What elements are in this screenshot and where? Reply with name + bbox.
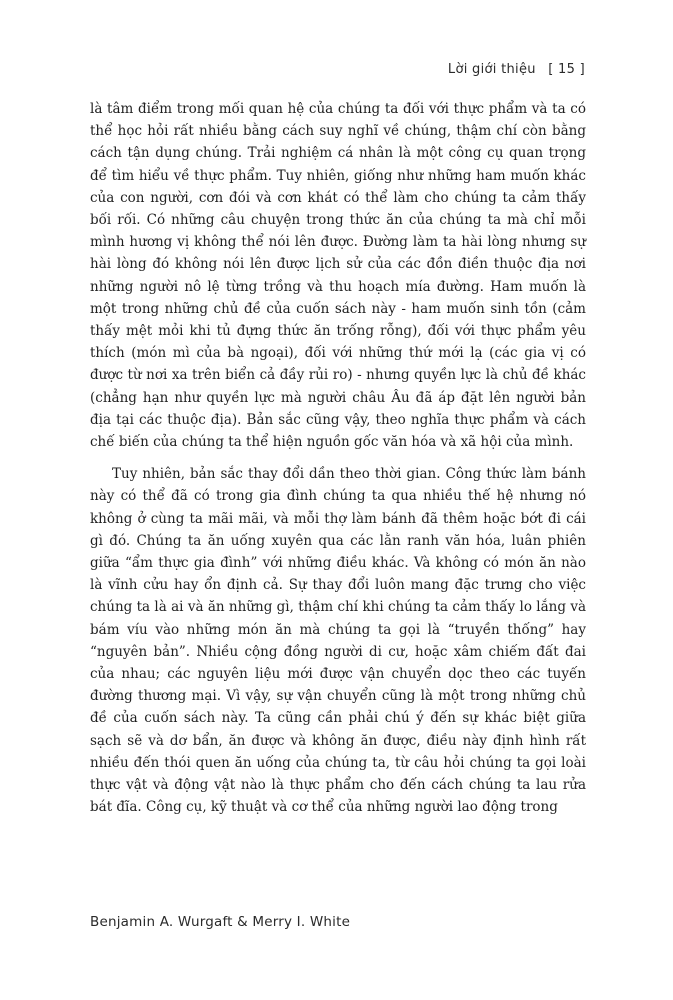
paragraph-continued: là tâm điểm trong mối quan hệ của chúng ta đối với thực phẩm và ta có thể học hỏi rất nhiều bằng cách suy nghĩ về chúng, thậm chí còn bằng cách tận dụng chúng. Trải nghiệm cá nhân là một công cụ quan trọng để tìm hiểu về thực phẩm. Tuy nhiên, giống như những ham muốn khác của con người, cơn đói và cơn khát có thể làm cho chúng ta cảm thấy bối rối. Có những câu chuyện trong thức ăn của chúng ta mà chỉ mỗi mình hương vị không thể nói lên được. Đường làm ta hài lòng nhưng sự hài lòng đó không nói lên được lịch sử của các đồn điền thuộc địa nơi những người nô lệ từng trồng và thu hoạch mía đường. Ham muốn là một trong những chủ đề của cuốn sách này - ham muốn sinh tồn (cảm thấy mệt mỏi khi tủ đựng thức ăn trống rỗng), đối với thực phẩm yêu thích (món mì của bà ngoại), đối với những thứ mới lạ (các gia vị có được từ nơi xa trên biển cả đầy rủi ro) - nhưng quyền lực là chủ đề khác (chẳng hạn như quyền lực mà người châu Âu đã áp đặt lên người bản địa tại các thuộc địa). Bản sắc cũng vậy, theo nghĩa thực phẩm và cách chế biến của chúng ta thể hiện nguồn gốc văn hóa và xã hội của mình. [90, 101, 586, 451]
running-header [448, 62, 585, 77]
body-text [90, 98, 586, 819]
running-footer-authors: Benjamin A. Wurgaft & Merry I. White [90, 914, 351, 930]
page-number: [ 15 ] [548, 62, 585, 77]
section-title: Lời giới thiệu [447, 62, 536, 77]
paragraph-identity: Tuy nhiên, bản sắc thay đổi dần theo thời gian. Công thức làm bánh này có thể đã có trong gia đình chúng ta qua nhiều thế hệ nhưng nó không ở cùng ta mãi mãi, và mỗi thợ làm bánh đã thêm hoặc bớt đi cái gì đó. Chúng ta ăn uống xuyên qua các lằn ranh văn hóa, luân phiên giữa “ẩm thực gia đình” với những điều khác. Và không có món ăn nào là vĩnh cửu hay ổn định cả. Sự thay đổi luôn mang đặc trưng cho việc chúng ta là ai và ăn những gì, thậm chí khi chúng ta cảm thấy lo lắng và bám víu vào những món ăn mà chúng ta gọi là “truyền thống” hay “nguyên bản”. Nhiều cộng đồng người di cư, hoặc xâm chiếm đất đai của nhau; các nguyên liệu mới được vận chuyển dọc theo các tuyến đường thương mại. Vì vậy, sự vận chuyển cũng là một trong những chủ đề của cuốn sách này. Ta cũng cần phải chú ý đến sự khác biệt giữa sạch sẽ và dơ bẩn, ăn được và không ăn được, điều này định hình rất nhiều đến thói quen ăn uống của chúng ta, từ câu hỏi chúng ta gọi loài thực vật và động vật nào là thực phẩm cho đến cách chúng ta lau rửa bát đĩa. Công cụ, kỹ thuật và cơ thể của những người lao động trong [90, 466, 586, 816]
